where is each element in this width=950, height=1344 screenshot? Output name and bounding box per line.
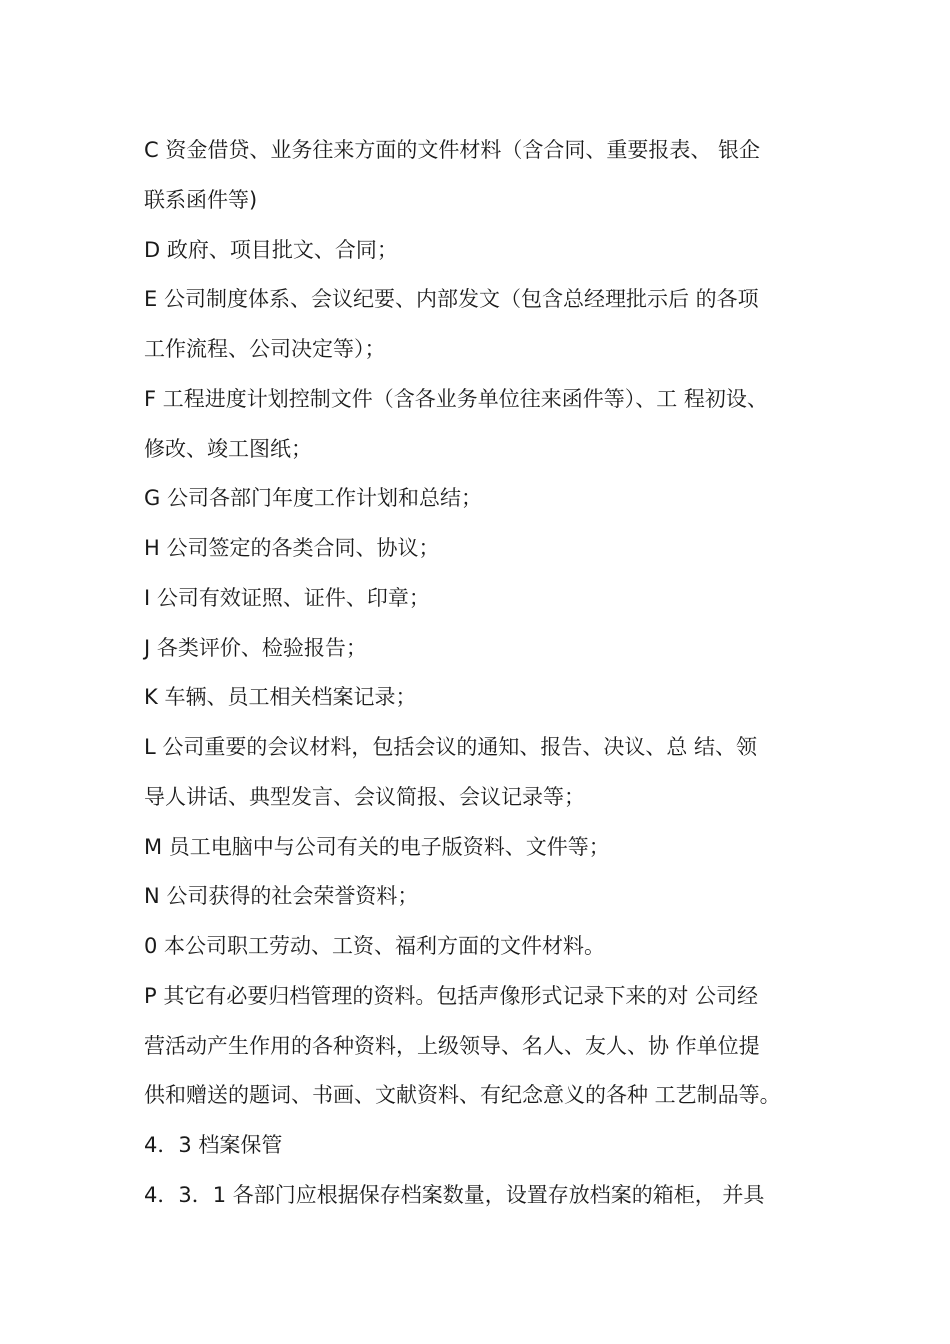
text-line: 修改、竣工图纸； <box>144 436 312 461</box>
text-line: N 公司获得的社会荣誉资料； <box>144 884 419 909</box>
text-line: E 公司制度体系、会议纪要、内部发文（包含总经理批示后 的各项 <box>144 287 759 312</box>
text-line: 导人讲话、典型发言、会议简报、会议记录等； <box>144 784 585 809</box>
document-body <box>144 126 834 1221</box>
text-line: 工作流程、公司决定等）； <box>144 337 386 361</box>
text-line: M 员工电脑中与公司有关的电子版资料、文件等； <box>144 834 610 859</box>
text-line: D 政府、项目批文、合同； <box>144 237 398 262</box>
text-line: L 公司重要的会议材料，包括会议的通知、报告、决议、总 结、领 <box>144 735 758 759</box>
text-line: I 公司有效证照、证件、印章； <box>144 585 430 610</box>
text-line: P 其它有必要归档管理的资料。包括声像形式记录下来的对 公司经 <box>144 983 759 1008</box>
text-line: 联系函件等) <box>144 187 258 212</box>
text-line: 4．3．1 各部门应根据保存档案数量，设置存放档案的箱柜， 并具 <box>144 1182 765 1207</box>
text-line: C 资金借贷、业务往来方面的文件材料（含合同、重要报表、 银企 <box>144 138 761 162</box>
text-line: K 车辆、员工相关档案记录； <box>144 685 417 710</box>
text-line: J 各类评价、检验报告； <box>144 635 367 660</box>
text-line: F 工程进度计划控制文件（含各业务单位往来函件等）、工 程初设、 <box>144 386 768 411</box>
text-line: 供和赠送的题词、书画、文献资料、有纪念意义的各种 工艺制品等。 <box>144 1083 781 1108</box>
text-line: 营活动产生作用的各种资料，上级领导、名人、友人、协 作单位提 <box>144 1033 760 1058</box>
text-line: G 公司各部门年度工作计划和总结； <box>144 486 482 511</box>
text-line: H 公司签定的各类合同、协议； <box>144 536 440 560</box>
section-heading: 4．3 档案保管 <box>144 1133 283 1157</box>
text-line: 0 本公司职工劳动、工资、福利方面的文件材料。 <box>144 934 606 958</box>
